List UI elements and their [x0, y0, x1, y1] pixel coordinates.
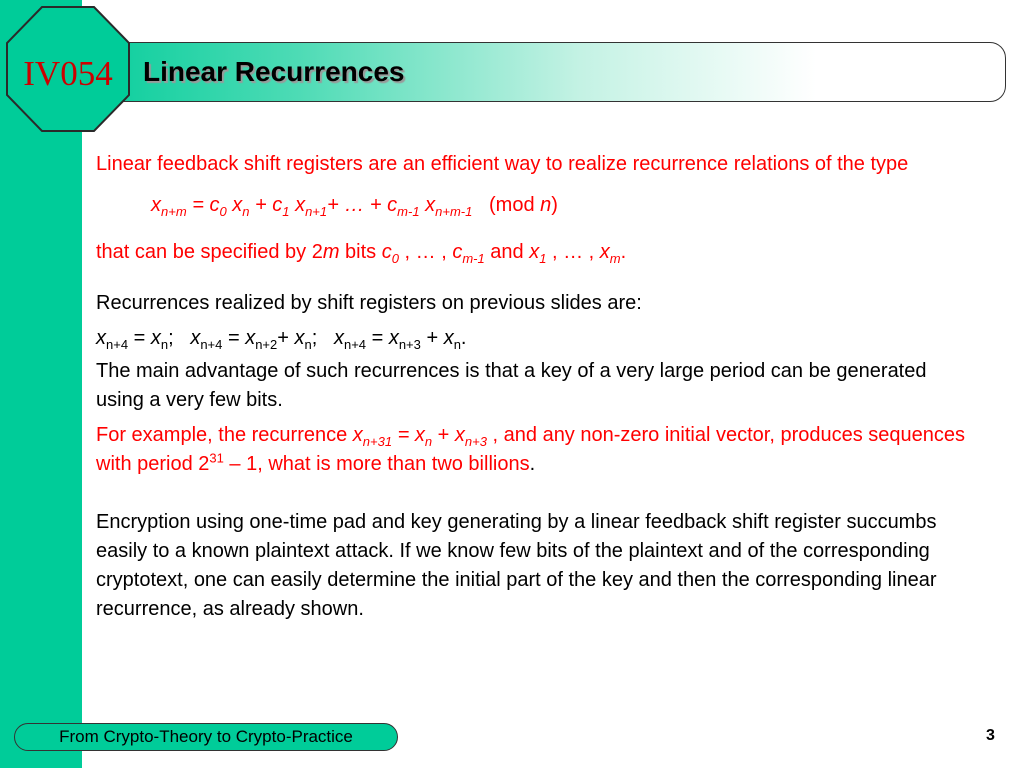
- bits-paragraph: that can be specified by 2m bits $c_0$ , … , $c_{m-1}$ and $x_1$ , … , $x_m$.: [96, 241, 627, 266]
- example-2: $x_{n+4} = x_{n+2}+ x_n$;: [190, 327, 334, 352]
- slide-body: [96, 150, 976, 624]
- logo-octagon: [6, 6, 130, 132]
- recurrences-heading: Recurrences realized by shift registers on previous slides are:: [96, 292, 642, 314]
- logo-text: IV054: [23, 54, 113, 93]
- example-paragraph: For example, the recurrence $x_{n+31} = x_n + x_{n+3}$ , and any non-zero initial vector, produces sequences with period $2^{31} - 1$, what is more than two billions.: [96, 424, 966, 475]
- advantage-paragraph: The main advantage of such recurrences is that a key of a very large period can be generated using a very few bits.: [96, 360, 927, 411]
- page-number: 3: [986, 727, 995, 744]
- slide-title: Linear Recurrences: [143, 56, 405, 87]
- intro-paragraph: Linear feedback shift registers are an efficient way to realize recurrence relations of the type: [96, 153, 909, 175]
- recurrence-examples: [96, 324, 976, 353]
- footer-label: From Crypto-Theory to Crypto-Practice: [14, 723, 398, 751]
- example-1: $x_{n+4} = x_n$;: [96, 327, 191, 352]
- recurrence-formula: $x_{n+m} = c_0$ $x_n + c_1$ $x_{n+1}+$ … + $c_{m-1}$ $x_{n+m-1}$ (mod n): [151, 194, 558, 219]
- example-3: $x_{n+4} = x_{n+3} + x_n$.: [333, 327, 467, 352]
- encryption-paragraph: Encryption using one-time pad and key generating by a linear feedback shift register succumbs easily to a known plaintext attack. If we know few bits of the plaintext and of the corresponding cryptotext, one can easily determine the initial part of the key and then the corresponding linear recurrence, as already shown.: [96, 511, 937, 620]
